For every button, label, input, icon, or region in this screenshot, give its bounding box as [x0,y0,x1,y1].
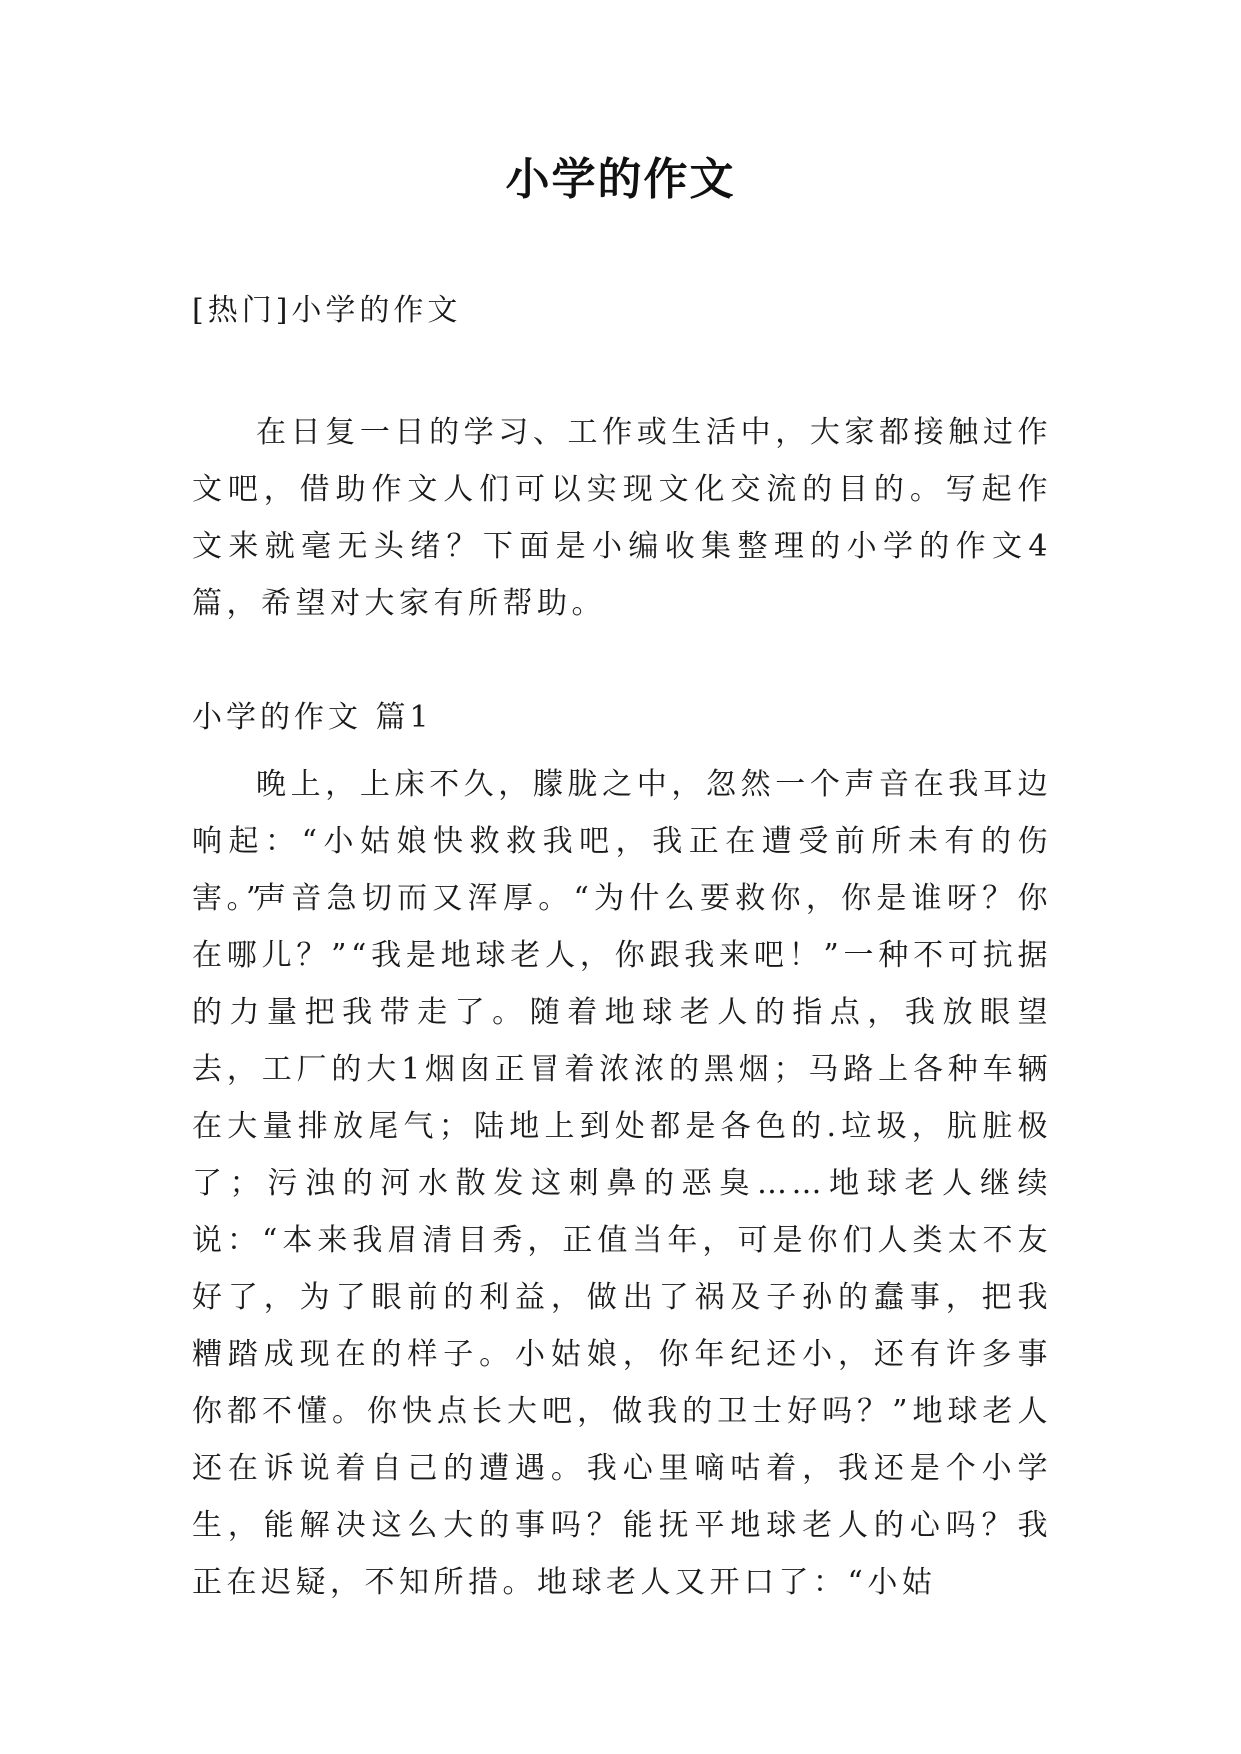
paragraph-2: 声音急切而又浑厚。“为什么要救你，你是谁呀？你在哪儿？”“我是地球老人，你跟我来吧！”一种不可抗据的力量把我带走了。随着地球老人的指点，我放眼望去，工厂的大1烟囱正冒着浓浓的黑烟；马路上各种车辆在大量排放尾气；陆地上到处都是各色的.垃圾，肮脏极了；污浊的河水散发这刺鼻的恶臭……地球老人继续说：“本来我眉清目秀，正值当年，可是你们人类太不友好了，为了眼前的利益，做出了祸及子孙的蠢事，把我糟踏成现在的样子。小姑娘，你年纪还小，还有许多事你都不懂。你快点长大吧，做我的卫士好吗？”地球老人还在诉说着自己的遭遇。我心里嘀咕着，我还是个小学生，能解决这么大的事吗？能抚平地球老人的心吗？我正在迟疑，不知所措。地球老人又开口了：“小姑 [192,881,1052,1600]
document-subtitle: [热门]小学的作文 [192,293,462,328]
intro-paragraph: 在日复一日的学习、工作或生活中，大家都接触过作文吧，借助作文人们可以实现文化交流的目的。写起作文来就毫无头绪？下面是小编收集整理的小学的作文4篇，希望对大家有所帮助。 [192,415,1052,621]
document-title: 小学的作文 [505,154,736,205]
paragraph-1: 晚上，上床不久，朦胧之中，忽然一个声音在我耳边响起：“小姑娘快救救我吧，我正在遭受前所未有的伤害。” [192,767,1052,916]
section-heading: 小学的作文 篇1 [192,700,433,735]
